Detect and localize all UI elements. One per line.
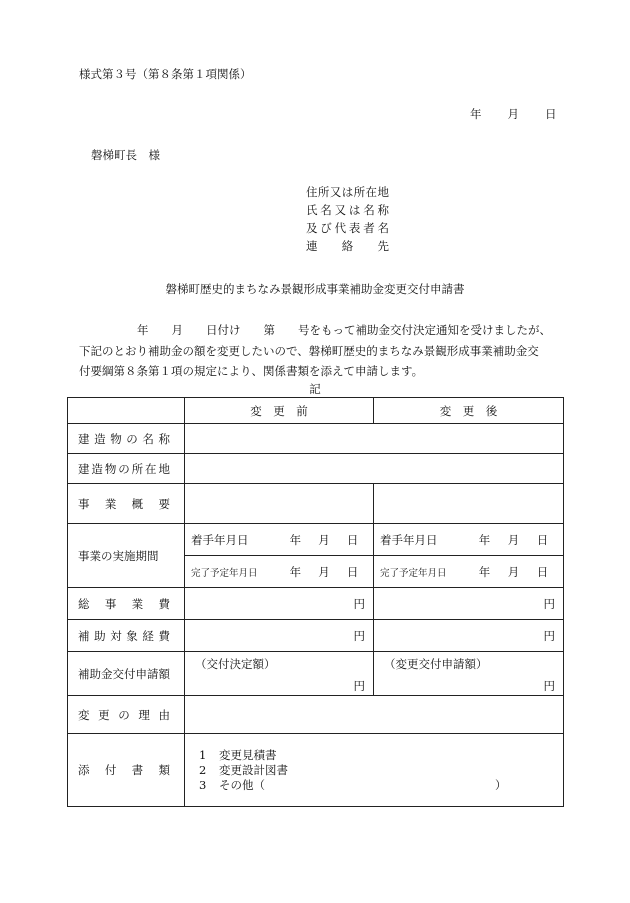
project-summary-label — [68, 484, 185, 524]
label-char: 業 — [131, 596, 144, 611]
start-before[interactable] — [185, 524, 374, 556]
label-char: 造 — [94, 431, 106, 446]
label-char: 対 — [110, 628, 122, 643]
attachments-label — [68, 734, 185, 807]
date-year: 年 — [470, 107, 482, 121]
label-char: 又 — [334, 203, 347, 217]
spread-text — [78, 596, 170, 612]
application-label-text: 補助金交付申請額 — [78, 666, 170, 681]
date-day: 日 — [545, 107, 557, 121]
label-char: の — [126, 431, 138, 446]
label-char: 代 — [334, 221, 347, 235]
label-char: 業 — [104, 496, 117, 511]
attachments-list — [185, 734, 564, 807]
date-line — [470, 106, 557, 122]
document-title: 磐梯町歴史的まちなみ景観形成事業補助金変更交付申請書 — [165, 282, 465, 296]
attachment-num: 1 — [199, 747, 207, 762]
label-char: 類 — [158, 763, 170, 777]
subsidy-cost-label — [68, 620, 185, 652]
yen: 円 — [543, 679, 555, 693]
day: 日 — [536, 532, 549, 547]
label-char: 経 — [142, 628, 154, 643]
body-line-1: 年 月 日付け 第 号をもって補助金交付決定通知を受けましたが、 — [137, 323, 551, 337]
label-char: 費 — [158, 628, 170, 643]
day: 日 — [346, 564, 359, 579]
label-char: 総 — [78, 596, 90, 611]
period-label — [68, 524, 185, 588]
label-char: び — [320, 221, 332, 235]
month: 月 — [318, 564, 330, 579]
changed-amount-label: （変更交付申請額） — [384, 657, 488, 671]
label-char: 者 — [363, 221, 375, 235]
year: 年 — [289, 532, 302, 547]
label-char: 物 — [110, 431, 122, 446]
spread-text — [78, 762, 170, 778]
application-amount-label — [68, 652, 185, 696]
ki-heading: 記 — [309, 382, 321, 396]
label-char: 変 — [78, 707, 90, 722]
label-char: 助 — [94, 628, 106, 643]
subsidy-cost-before[interactable] — [185, 620, 374, 652]
period-label-text: 事業の実施期間 — [78, 548, 159, 563]
applicant-block — [306, 183, 389, 255]
applicant-field-4 — [306, 237, 389, 255]
label-char: 書 — [131, 763, 144, 777]
spread-text — [78, 461, 170, 477]
label-char: の — [118, 707, 130, 722]
end-after[interactable] — [374, 556, 564, 588]
start-date-before — [185, 532, 373, 548]
attachment-item — [199, 748, 563, 763]
label-char: 所 — [131, 461, 144, 476]
reason-field[interactable] — [185, 696, 564, 734]
label-char: 称 — [377, 203, 389, 217]
application-after[interactable] — [374, 652, 564, 696]
label-char: 住 — [306, 185, 318, 199]
attachment-text: 変更設計図書 — [219, 762, 288, 777]
body-text — [79, 320, 551, 382]
start-after[interactable] — [374, 524, 564, 556]
label-char: は — [348, 203, 361, 217]
label-char: は — [341, 185, 354, 199]
label-char: 概 — [131, 496, 144, 511]
application-table — [67, 397, 564, 807]
label-char: 又 — [329, 185, 342, 199]
form-number: 様式第３号（第８条第１項関係） — [79, 67, 252, 81]
yen: 円 — [543, 596, 555, 611]
applicant-field-3 — [306, 219, 389, 237]
year: 年 — [289, 564, 302, 579]
attachment-item — [199, 778, 563, 793]
attachment-num: 3 — [199, 777, 207, 792]
project-summary-before[interactable] — [185, 484, 374, 524]
label-char: 更 — [98, 707, 110, 722]
label-char: 称 — [158, 431, 170, 446]
label-char: 在 — [365, 185, 378, 199]
decided-amount-label: （交付決定額） — [195, 657, 276, 671]
label-char: 名 — [320, 203, 332, 217]
label-char: 物 — [104, 461, 117, 476]
label-char: 在 — [145, 461, 157, 476]
label-char: 補 — [78, 628, 90, 643]
label-char: 費 — [158, 596, 170, 611]
start-label: 着手年月日 — [380, 532, 438, 547]
yen: 円 — [353, 628, 365, 643]
end-label: 完了予定年月日 — [380, 567, 447, 579]
label-char: 付 — [104, 763, 117, 777]
start-label: 着手年月日 — [191, 532, 249, 547]
label-char: 所 — [353, 185, 366, 199]
reason-label — [68, 696, 185, 734]
year: 年 — [478, 532, 491, 547]
spread-text — [78, 707, 170, 723]
day: 日 — [346, 532, 359, 547]
yen: 円 — [353, 679, 365, 693]
label-char: 所 — [317, 185, 330, 199]
attachment-num: 2 — [199, 762, 207, 777]
month: 月 — [507, 532, 520, 547]
label-char: 名 — [377, 221, 389, 235]
label-char: 地 — [158, 461, 170, 476]
yen: 円 — [353, 596, 365, 611]
end-date-before — [185, 564, 373, 580]
label-char: 氏 — [306, 203, 318, 217]
date-month: 月 — [507, 107, 519, 121]
body-line-2: 下記のとおり補助金の額を変更したいので、磐梯町歴史的まちなみ景観形成事業補助金交 — [79, 343, 539, 358]
total-cost-label — [68, 588, 185, 620]
label-char: 事 — [78, 496, 90, 511]
label-char: 名 — [363, 203, 375, 217]
building-name-field[interactable] — [185, 424, 564, 454]
building-location-label — [68, 454, 185, 484]
applicant-field-2 — [306, 201, 389, 219]
label-char: 建 — [78, 431, 90, 446]
spread-text — [78, 496, 170, 512]
total-cost-before[interactable] — [185, 588, 374, 620]
label-char: 象 — [126, 628, 138, 643]
end-before[interactable] — [185, 556, 374, 588]
label-char: 名 — [142, 431, 154, 446]
applicant-field-1 — [306, 183, 389, 201]
end-label: 完了予定年月日 — [191, 567, 258, 579]
spread-text — [78, 431, 170, 447]
header-after: 変 更 後 — [374, 398, 564, 424]
addressee: 磐梯町長 様 — [91, 148, 160, 162]
month: 月 — [318, 532, 330, 547]
subsidy-cost-after[interactable] — [374, 620, 564, 652]
attachment-text: その他（ ） — [219, 777, 507, 792]
label-char: 及 — [306, 221, 318, 235]
yen: 円 — [543, 628, 555, 643]
label-char: 建 — [78, 461, 90, 476]
building-location-field[interactable] — [185, 454, 564, 484]
header-blank — [68, 398, 185, 424]
header-before: 変 更 前 — [185, 398, 374, 424]
label-char: 要 — [158, 496, 170, 511]
attachment-item — [199, 763, 563, 778]
label-char: 地 — [377, 185, 389, 199]
label-char: 理 — [138, 707, 150, 722]
total-cost-after[interactable] — [374, 588, 564, 620]
label-char: 由 — [158, 707, 170, 722]
month: 月 — [507, 564, 520, 579]
label-char: 造 — [91, 461, 103, 476]
building-name-label — [68, 424, 185, 454]
body-line-3: 付要綱第８条第１項の規定により、関係書類を添えて申請します。 — [79, 364, 424, 378]
year: 年 — [478, 564, 491, 579]
label-char: 先 — [377, 239, 389, 253]
project-summary-after[interactable] — [374, 484, 564, 524]
label-char: 絡 — [341, 239, 354, 253]
attachment-text: 変更見積書 — [219, 747, 277, 762]
label-char: 連 — [306, 239, 318, 253]
label-char: 添 — [78, 763, 90, 777]
application-before[interactable] — [185, 652, 374, 696]
day: 日 — [536, 564, 549, 579]
end-date-after — [374, 564, 563, 580]
start-date-after — [374, 532, 563, 548]
label-char: 表 — [348, 221, 361, 235]
label-char: の — [118, 461, 130, 476]
spread-text — [78, 628, 170, 644]
label-char: 事 — [104, 596, 117, 611]
